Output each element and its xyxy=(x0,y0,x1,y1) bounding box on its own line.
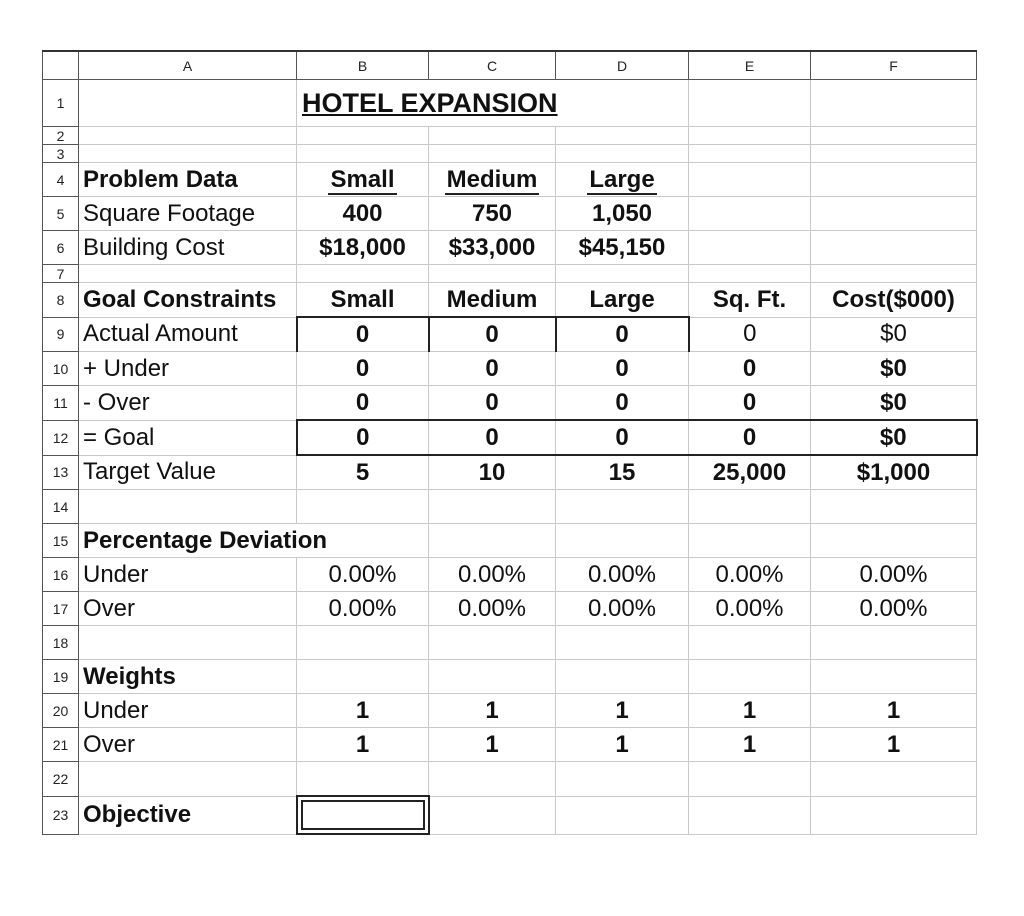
cell-d3[interactable] xyxy=(556,145,689,163)
cell-e15[interactable] xyxy=(689,524,811,558)
cell-b12[interactable]: 0 xyxy=(297,420,429,455)
cell-b19[interactable] xyxy=(297,660,429,694)
cell-a3[interactable] xyxy=(79,145,297,163)
cell-a6[interactable]: Building Cost xyxy=(79,231,297,265)
row-18 xyxy=(43,626,977,660)
cell-e13[interactable]: 25,000 xyxy=(689,455,811,490)
cell-a8[interactable]: Goal Constraints xyxy=(79,283,297,318)
cell-a23[interactable]: Objective xyxy=(79,796,297,834)
select-all-corner[interactable] xyxy=(43,51,79,80)
column-header-d[interactable]: D xyxy=(556,51,689,80)
row-header-23[interactable]: 23 xyxy=(43,796,79,834)
cell-c4[interactable] xyxy=(429,163,556,197)
row-23 xyxy=(43,796,977,834)
row-header-16[interactable]: 16 xyxy=(43,558,79,592)
cell-c16[interactable]: 0.00% xyxy=(429,558,556,592)
cell-f11[interactable]: $0 xyxy=(811,386,977,421)
cell-c10[interactable]: 0 xyxy=(429,352,556,386)
cell-c9[interactable]: 0 xyxy=(429,317,556,352)
cell-b16[interactable]: 0.00% xyxy=(297,558,429,592)
cell-d13[interactable]: 15 xyxy=(556,455,689,490)
cell-e19[interactable] xyxy=(689,660,811,694)
objective-cell-inner-border xyxy=(301,800,425,830)
row-header-9[interactable]: 9 xyxy=(43,317,79,352)
cell-d21[interactable]: 1 xyxy=(556,728,689,762)
row-9 xyxy=(43,317,977,352)
cell-e10[interactable]: 0 xyxy=(689,352,811,386)
row-header-6[interactable]: 6 xyxy=(43,231,79,265)
cell-d7[interactable] xyxy=(556,265,689,283)
cell-e7[interactable] xyxy=(689,265,811,283)
cell-e2[interactable] xyxy=(689,127,811,145)
column-header-b[interactable]: B xyxy=(297,51,429,80)
row-header-11[interactable]: 11 xyxy=(43,386,79,421)
cell-c5[interactable]: 750 xyxy=(429,197,556,231)
cell-b9[interactable]: 0 xyxy=(297,317,429,352)
cell-c19[interactable] xyxy=(429,660,556,694)
cell-a20[interactable]: Under xyxy=(79,694,297,728)
objective-cell[interactable] xyxy=(297,796,429,834)
row-header-21[interactable]: 21 xyxy=(43,728,79,762)
cell-d10[interactable]: 0 xyxy=(556,352,689,386)
cell-c8[interactable]: Medium xyxy=(429,283,556,318)
cell-a4[interactable]: Problem Data xyxy=(79,163,297,197)
cell-d2[interactable] xyxy=(556,127,689,145)
cell-c2[interactable] xyxy=(429,127,556,145)
cell-a11[interactable]: - Over xyxy=(79,386,297,421)
row-header-7[interactable]: 7 xyxy=(43,265,79,283)
spreadsheet-grid xyxy=(42,50,978,835)
cell-d11[interactable]: 0 xyxy=(556,386,689,421)
cell-f17[interactable]: 0.00% xyxy=(811,592,977,626)
cell-e23[interactable] xyxy=(689,796,811,834)
cell-e4[interactable] xyxy=(689,163,811,197)
cell-f8[interactable]: Cost($000) xyxy=(811,283,977,318)
column-header-c[interactable]: C xyxy=(429,51,556,80)
cell-c17[interactable]: 0.00% xyxy=(429,592,556,626)
cell-b8[interactable]: Small xyxy=(297,283,429,318)
cell-e1[interactable] xyxy=(689,80,811,127)
cell-c12[interactable]: 0 xyxy=(429,420,556,455)
row-14 xyxy=(43,490,977,524)
cell-c20[interactable]: 1 xyxy=(429,694,556,728)
row-12 xyxy=(43,420,977,455)
cell-a19[interactable]: Weights xyxy=(79,660,297,694)
header-medium: Medium xyxy=(446,165,538,193)
cell-b11[interactable]: 0 xyxy=(297,386,429,421)
column-header-f[interactable]: F xyxy=(811,51,977,80)
row-20 xyxy=(43,694,977,728)
cell-a16[interactable]: Under xyxy=(79,558,297,592)
cell-d19[interactable] xyxy=(556,660,689,694)
cell-c23[interactable] xyxy=(429,796,556,834)
row-17 xyxy=(43,592,977,626)
cell-d14[interactable] xyxy=(556,490,689,524)
row-header-4[interactable]: 4 xyxy=(43,163,79,197)
cell-f15[interactable] xyxy=(811,524,977,558)
row-21 xyxy=(43,728,977,762)
cell-c14[interactable] xyxy=(429,490,556,524)
row-1 xyxy=(43,80,977,127)
cell-f21[interactable]: 1 xyxy=(811,728,977,762)
cell-f23[interactable] xyxy=(811,796,977,834)
cell-b7[interactable] xyxy=(297,265,429,283)
row-4 xyxy=(43,163,977,197)
cell-b17[interactable]: 0.00% xyxy=(297,592,429,626)
header-small: Small xyxy=(330,165,395,193)
cell-a22[interactable] xyxy=(79,762,297,797)
row-header-19[interactable]: 19 xyxy=(43,660,79,694)
cell-d12[interactable]: 0 xyxy=(556,420,689,455)
cell-a14[interactable] xyxy=(79,490,297,524)
cell-e3[interactable] xyxy=(689,145,811,163)
cell-a10[interactable]: + Under xyxy=(79,352,297,386)
cell-f2[interactable] xyxy=(811,127,977,145)
cell-e5[interactable] xyxy=(689,197,811,231)
row-8 xyxy=(43,283,977,318)
column-header-e[interactable]: E xyxy=(689,51,811,80)
cell-b1[interactable] xyxy=(297,80,689,127)
cell-f16[interactable]: 0.00% xyxy=(811,558,977,592)
cell-d8[interactable]: Large xyxy=(556,283,689,318)
cell-e14[interactable] xyxy=(689,490,811,524)
cell-f4[interactable] xyxy=(811,163,977,197)
row-header-17[interactable]: 17 xyxy=(43,592,79,626)
cell-a2[interactable] xyxy=(79,127,297,145)
cell-b20[interactable]: 1 xyxy=(297,694,429,728)
cell-f3[interactable] xyxy=(811,145,977,163)
cell-d20[interactable]: 1 xyxy=(556,694,689,728)
cell-a12[interactable]: = Goal xyxy=(79,420,297,455)
cell-e17[interactable]: 0.00% xyxy=(689,592,811,626)
cell-c6[interactable]: $33,000 xyxy=(429,231,556,265)
cell-c11[interactable]: 0 xyxy=(429,386,556,421)
row-header-20[interactable]: 20 xyxy=(43,694,79,728)
row-13 xyxy=(43,455,977,490)
row-2 xyxy=(43,127,977,145)
cell-d9[interactable]: 0 xyxy=(556,317,689,352)
cell-d15[interactable] xyxy=(556,524,689,558)
cell-f18[interactable] xyxy=(811,626,977,660)
cell-d18[interactable] xyxy=(556,626,689,660)
cell-b6[interactable]: $18,000 xyxy=(297,231,429,265)
cell-a5[interactable]: Square Footage xyxy=(79,197,297,231)
cell-f7[interactable] xyxy=(811,265,977,283)
cell-e6[interactable] xyxy=(689,231,811,265)
cell-a15[interactable]: Percentage Deviation xyxy=(79,524,429,558)
cell-e9[interactable]: 0 xyxy=(689,317,811,352)
cell-a13[interactable]: Target Value xyxy=(79,455,297,490)
row-22 xyxy=(43,762,977,797)
cell-e12[interactable]: 0 xyxy=(689,420,811,455)
cell-f9[interactable]: $0 xyxy=(811,317,977,352)
cell-c13[interactable]: 10 xyxy=(429,455,556,490)
row-16 xyxy=(43,558,977,592)
cell-b21[interactable]: 1 xyxy=(297,728,429,762)
column-header-a[interactable]: A xyxy=(79,51,297,80)
header-large: Large xyxy=(589,165,655,193)
row-5 xyxy=(43,197,977,231)
row-10 xyxy=(43,352,977,386)
cell-f13[interactable]: $1,000 xyxy=(811,455,977,490)
cell-c3[interactable] xyxy=(429,145,556,163)
cell-c22[interactable] xyxy=(429,762,556,797)
cell-a21[interactable]: Over xyxy=(79,728,297,762)
cell-d16[interactable]: 0.00% xyxy=(556,558,689,592)
cell-f20[interactable]: 1 xyxy=(811,694,977,728)
row-19 xyxy=(43,660,977,694)
cell-a18[interactable] xyxy=(79,626,297,660)
cell-f10[interactable]: $0 xyxy=(811,352,977,386)
cell-e18[interactable] xyxy=(689,626,811,660)
sheet-title: HOTEL EXPANSION xyxy=(302,87,558,118)
cell-a17[interactable]: Over xyxy=(79,592,297,626)
row-header-3[interactable]: 3 xyxy=(43,145,79,163)
cell-e21[interactable]: 1 xyxy=(689,728,811,762)
row-header-8[interactable]: 8 xyxy=(43,283,79,318)
cell-d22[interactable] xyxy=(556,762,689,797)
row-header-1[interactable]: 1 xyxy=(43,80,79,127)
cell-f6[interactable] xyxy=(811,231,977,265)
cell-a1[interactable] xyxy=(79,80,297,127)
cell-b18[interactable] xyxy=(297,626,429,660)
row-3 xyxy=(43,145,977,163)
cell-c7[interactable] xyxy=(429,265,556,283)
cell-d6[interactable]: $45,150 xyxy=(556,231,689,265)
cell-b4[interactable] xyxy=(297,163,429,197)
row-6 xyxy=(43,231,977,265)
row-header-2[interactable]: 2 xyxy=(43,127,79,145)
cell-c21[interactable]: 1 xyxy=(429,728,556,762)
cell-b2[interactable] xyxy=(297,127,429,145)
cell-b3[interactable] xyxy=(297,145,429,163)
cell-c18[interactable] xyxy=(429,626,556,660)
cell-c15[interactable] xyxy=(429,524,556,558)
row-7 xyxy=(43,265,977,283)
cell-a9[interactable]: Actual Amount xyxy=(79,317,297,352)
row-header-13[interactable]: 13 xyxy=(43,455,79,490)
cell-e22[interactable] xyxy=(689,762,811,797)
cell-b10[interactable]: 0 xyxy=(297,352,429,386)
row-header-12[interactable]: 12 xyxy=(43,420,79,455)
cell-d4[interactable] xyxy=(556,163,689,197)
row-header-18[interactable]: 18 xyxy=(43,626,79,660)
cell-b14[interactable] xyxy=(297,490,429,524)
row-header-22[interactable]: 22 xyxy=(43,762,79,797)
cell-f19[interactable] xyxy=(811,660,977,694)
row-header-15[interactable]: 15 xyxy=(43,524,79,558)
cell-f12[interactable]: $0 xyxy=(811,420,977,455)
cell-e16[interactable]: 0.00% xyxy=(689,558,811,592)
cell-d5[interactable]: 1,050 xyxy=(556,197,689,231)
column-header-row xyxy=(43,51,977,80)
cell-e20[interactable]: 1 xyxy=(689,694,811,728)
cell-a7[interactable] xyxy=(79,265,297,283)
cell-d17[interactable]: 0.00% xyxy=(556,592,689,626)
cell-b13[interactable]: 5 xyxy=(297,455,429,490)
cell-f1[interactable] xyxy=(811,80,977,127)
cell-f14[interactable] xyxy=(811,490,977,524)
cell-e8[interactable]: Sq. Ft. xyxy=(689,283,811,318)
row-header-10[interactable]: 10 xyxy=(43,352,79,386)
cell-f22[interactable] xyxy=(811,762,977,797)
cell-f5[interactable] xyxy=(811,197,977,231)
cell-e11[interactable]: 0 xyxy=(689,386,811,421)
cell-b5[interactable]: 400 xyxy=(297,197,429,231)
row-15 xyxy=(43,524,977,558)
cell-b22[interactable] xyxy=(297,762,429,797)
cell-d23[interactable] xyxy=(556,796,689,834)
row-header-14[interactable]: 14 xyxy=(43,490,79,524)
row-header-5[interactable]: 5 xyxy=(43,197,79,231)
row-11 xyxy=(43,386,977,421)
